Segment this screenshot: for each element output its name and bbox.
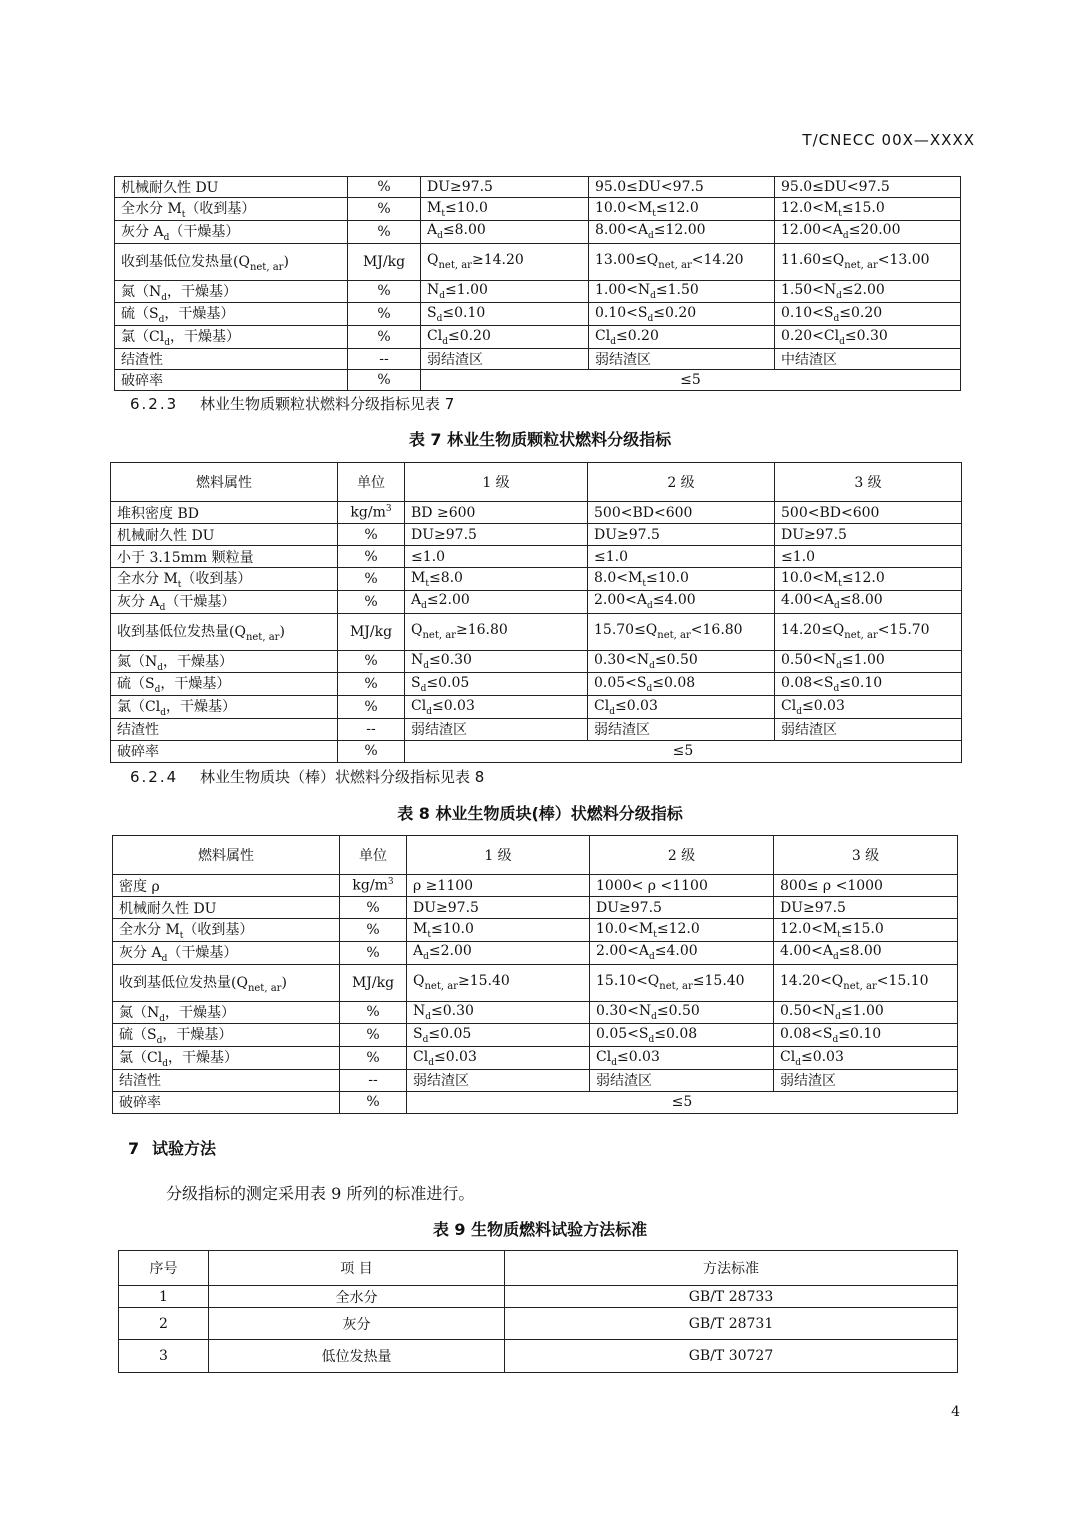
table6-continuation — [114, 176, 961, 391]
table-cell: $14.20<Q_{net, ar}<15.10$ — [774, 964, 958, 1001]
table-cell: $15.70\le Q_{net, ar}<16.80$ — [588, 613, 775, 650]
clause-6-2-4 — [130, 766, 484, 787]
table-row — [111, 696, 962, 719]
table-row — [113, 897, 958, 919]
table-cell: $A_d\le 8.00$ — [421, 220, 589, 243]
table-row — [111, 590, 962, 613]
table-cell: $8.0<M_t\le 10.0$ — [588, 568, 775, 591]
row-label-cell: 小于 3.15mm 颗粒量 — [111, 546, 338, 568]
table7-caption: 表 7 林业生物质颗粒状燃料分级指标 — [408, 430, 672, 449]
table-cell: $10.0<M_t\le 12.0$ — [775, 568, 962, 591]
table-cell: $Cl_d\le 0.20$ — [589, 326, 775, 349]
clause-6-2-3 — [130, 393, 454, 414]
table-row — [113, 941, 958, 964]
table-header-row — [119, 1251, 958, 1286]
table-cell: $0.05<S_d\le 0.08$ — [588, 673, 775, 696]
table-row — [115, 348, 961, 369]
table-cell: % — [348, 303, 421, 326]
table-cell: $Q_{net, ar}\ge 14.20$ — [421, 243, 589, 280]
table-row — [113, 1091, 958, 1113]
column-header: 3 级 — [774, 836, 958, 875]
table-cell: $1.50<N_d\le 2.00$ — [775, 280, 961, 303]
table-cell: BD ≥600 — [405, 502, 588, 524]
table-row — [119, 1340, 958, 1373]
table-cell: DU≥97.5 — [775, 524, 962, 546]
table-cell: $Cl_d\le 0.03$ — [407, 1047, 590, 1070]
row-label-cell: 收到基低位发热量$(Q_{net, ar})$ — [113, 964, 340, 1001]
table-cell: % — [338, 546, 405, 568]
table-header-row — [113, 836, 958, 875]
table-cell: $M_t\le 8.0$ — [405, 568, 588, 591]
table-cell: $4.00<A_d\le 8.00$ — [775, 590, 962, 613]
table8-caption: 表 8 林业生物质块(棒）状燃料分级指标 — [397, 804, 683, 823]
table-cell: $12.00<A_d\le 20.00$ — [775, 220, 961, 243]
table-cell: 弱结渣区 — [590, 1069, 774, 1091]
column-header: 序号 — [119, 1251, 209, 1286]
table-cell: $kg/m^3$ — [340, 875, 407, 897]
column-header: 3 级 — [775, 463, 962, 502]
table-cell: % — [340, 1024, 407, 1047]
table-cell: 95.0≤DU<97.5 — [775, 177, 961, 198]
column-header: 项 目 — [209, 1251, 505, 1286]
table-cell: ≤1.0 — [588, 546, 775, 568]
row-label-cell: 密度 ρ — [113, 875, 340, 897]
row-label-cell: 氮（$N_d$，干燥基） — [113, 1001, 340, 1024]
table-cell: $Cl_d\le 0.03$ — [590, 1047, 774, 1070]
table-cell: DU≥97.5 — [590, 897, 774, 919]
table-row — [119, 1308, 958, 1340]
table-cell: % — [348, 177, 421, 198]
table-cell: DU≥97.5 — [421, 177, 589, 198]
table-row — [113, 1024, 958, 1047]
table-cell: % — [340, 941, 407, 964]
table-cell: $kg/m^3$ — [338, 502, 405, 524]
table-cell: DU≥97.5 — [405, 524, 588, 546]
row-label-cell: 结渣性 — [113, 1069, 340, 1091]
table-cell: $A_d\le 2.00$ — [407, 941, 590, 964]
table-row — [111, 546, 962, 568]
table-header-row — [111, 463, 962, 502]
row-label-cell: 硫（$S_d$，干燥基） — [111, 673, 338, 696]
clause-text: 林业生物质块（棒）状燃料分级指标见表 8 — [200, 768, 485, 786]
row-label-cell: 破碎率 — [113, 1091, 340, 1113]
standard-code: T/CNECC 00X—XXXX — [802, 131, 975, 149]
table-cell: % — [340, 897, 407, 919]
table7 — [110, 462, 962, 763]
table-row — [113, 1069, 958, 1091]
table-cell: $Q_{net, ar}\ge 15.40$ — [407, 964, 590, 1001]
table-cell: $0.08<S_d\le 0.10$ — [774, 1024, 958, 1047]
table-cell: $Cl_d\le 0.20$ — [421, 326, 589, 349]
table-cell: $10.0<M_t\le 12.0$ — [590, 919, 774, 942]
table-cell: GB/T 30727 — [505, 1340, 958, 1373]
table-cell: % — [348, 280, 421, 303]
table-cell: % — [338, 590, 405, 613]
table-cell: % — [348, 220, 421, 243]
table-row — [111, 502, 962, 524]
table-cell: $0.20<Cl_d\le 0.30$ — [775, 326, 961, 349]
row-label-cell: 全水分 $M_t$（收到基） — [111, 568, 338, 591]
table-cell: 1000< ρ <1100 — [590, 875, 774, 897]
row-label-cell: 全水分 $M_t$（收到基） — [115, 198, 348, 221]
row-label-cell: 硫（$S_d$，干燥基） — [115, 303, 348, 326]
table-cell: ≤1.0 — [405, 546, 588, 568]
merged-value-cell: ≤5 — [407, 1091, 958, 1113]
table-cell: $15.10<Q_{net, ar}\le 15.40$ — [590, 964, 774, 1001]
table-row — [115, 243, 961, 280]
table-cell: $Cl_d\le 0.03$ — [405, 696, 588, 719]
row-label-cell: 全水分 $M_t$（收到基） — [113, 919, 340, 942]
table-cell: $8.00<A_d\le 12.00$ — [589, 220, 775, 243]
table-cell: $0.50<N_d\le 1.00$ — [774, 1001, 958, 1024]
table-row — [115, 369, 961, 390]
table-cell: % — [338, 650, 405, 673]
table-row — [113, 964, 958, 1001]
table-cell: $S_d\le 0.05$ — [407, 1024, 590, 1047]
table-cell: % — [340, 1091, 407, 1113]
table-cell: 弱结渣区 — [405, 718, 588, 740]
table-cell: 灰分 — [209, 1308, 505, 1340]
table-cell: 弱结渣区 — [588, 718, 775, 740]
table-cell: $M_t\le 10.0$ — [407, 919, 590, 942]
column-header: 1 级 — [407, 836, 590, 875]
table-row — [115, 280, 961, 303]
table-cell: DU≥97.5 — [774, 897, 958, 919]
table-cell: DU≥97.5 — [407, 897, 590, 919]
table-row — [111, 568, 962, 591]
table-cell: $1.00<N_d\le 1.50$ — [589, 280, 775, 303]
table-cell: 95.0≤DU<97.5 — [589, 177, 775, 198]
table-cell: 500<BD<600 — [775, 502, 962, 524]
table-cell: $12.0<M_t\le 15.0$ — [775, 198, 961, 221]
clause-text: 林业生物质颗粒状燃料分级指标见表 7 — [200, 395, 455, 413]
section-title: 试验方法 — [152, 1139, 217, 1158]
row-label-cell: 氯（$Cl_d$，干燥基） — [111, 696, 338, 719]
table-cell: 800≤ ρ <1000 — [774, 875, 958, 897]
table-row — [111, 650, 962, 673]
column-header: 燃料属性 — [111, 463, 338, 502]
table-cell: 中结渣区 — [775, 348, 961, 369]
section-number: 7 — [128, 1139, 140, 1158]
row-label-cell: 结渣性 — [111, 718, 338, 740]
row-label-cell: 机械耐久性 DU — [111, 524, 338, 546]
page-number: 4 — [951, 1404, 960, 1420]
table-cell: $0.30<N_d\le 0.50$ — [590, 1001, 774, 1024]
table-cell: $4.00<A_d\le 8.00$ — [774, 941, 958, 964]
row-label-cell: 灰分 $A_d$（干燥基） — [113, 941, 340, 964]
row-label-cell: 灰分 $A_d$（干燥基） — [115, 220, 348, 243]
merged-value-cell: ≤5 — [405, 740, 962, 762]
table-cell: $0.10<S_d\le 0.20$ — [589, 303, 775, 326]
row-label-cell: 灰分 $A_d$（干燥基） — [111, 590, 338, 613]
table-row — [111, 718, 962, 740]
column-header: 单位 — [338, 463, 405, 502]
table-row — [115, 326, 961, 349]
table-row — [115, 303, 961, 326]
table-row — [111, 613, 962, 650]
table-cell: 500<BD<600 — [588, 502, 775, 524]
table-cell: $N_d\le 1.00$ — [421, 280, 589, 303]
table-cell: % — [338, 696, 405, 719]
table-row — [115, 177, 961, 198]
table-cell: MJ/kg — [340, 964, 407, 1001]
row-label-cell: 机械耐久性 DU — [113, 897, 340, 919]
merged-value-cell: ≤5 — [421, 369, 961, 390]
row-label-cell: 氮（$N_d$，干燥基） — [111, 650, 338, 673]
column-header: 方法标准 — [505, 1251, 958, 1286]
table-cell: $Q_{net, ar}\ge 16.80$ — [405, 613, 588, 650]
table-cell: $2.00<A_d\le 4.00$ — [590, 941, 774, 964]
row-label-cell: 收到基低位发热量$(Q_{net, ar})$ — [115, 243, 348, 280]
table-cell: 2 — [119, 1308, 209, 1340]
clause-number: 6.2.4 — [130, 768, 179, 786]
row-label-cell: 破碎率 — [115, 369, 348, 390]
table-cell: 弱结渣区 — [774, 1069, 958, 1091]
row-label-cell: 氯（$Cl_d$，干燥基） — [115, 326, 348, 349]
row-label-cell: 机械耐久性 DU — [115, 177, 348, 198]
row-label-cell: 堆积密度 BD — [111, 502, 338, 524]
row-label-cell: 收到基低位发热量$(Q_{net, ar})$ — [111, 613, 338, 650]
section-7-heading — [128, 1136, 216, 1159]
column-header: 2 级 — [590, 836, 774, 875]
table-cell: $S_d\le 0.05$ — [405, 673, 588, 696]
table-cell: -- — [340, 1069, 407, 1091]
table-cell: 弱结渣区 — [421, 348, 589, 369]
table8 — [112, 835, 958, 1114]
row-label-cell: 氮（$N_d$，干燥基） — [115, 280, 348, 303]
row-label-cell: 结渣性 — [115, 348, 348, 369]
table-cell: $0.50<N_d\le 1.00$ — [775, 650, 962, 673]
table9-caption: 表 9 生物质燃料试验方法标准 — [432, 1220, 648, 1239]
table-cell: MJ/kg — [348, 243, 421, 280]
table-row — [113, 1047, 958, 1070]
section-7-paragraph: 分级指标的测定采用表 9 所列的标准进行。 — [166, 1184, 475, 1203]
table-cell: ρ ≥1100 — [407, 875, 590, 897]
table-cell: % — [338, 673, 405, 696]
table-cell: $Cl_d\le 0.03$ — [775, 696, 962, 719]
table-row — [115, 220, 961, 243]
table-cell: $14.20\le Q_{net, ar}<15.70$ — [775, 613, 962, 650]
clause-number: 6.2.3 — [130, 395, 179, 413]
table-cell: $M_t\le 10.0$ — [421, 198, 589, 221]
table-cell: $A_d\le 2.00$ — [405, 590, 588, 613]
table-cell: $Cl_d\le 0.03$ — [774, 1047, 958, 1070]
column-header: 2 级 — [588, 463, 775, 502]
table-cell: % — [340, 1001, 407, 1024]
table-cell: 3 — [119, 1340, 209, 1373]
table-cell: 弱结渣区 — [589, 348, 775, 369]
table-cell: $Cl_d\le 0.03$ — [588, 696, 775, 719]
table-cell: $13.00\le Q_{net, ar}<14.20$ — [589, 243, 775, 280]
table-cell: DU≥97.5 — [588, 524, 775, 546]
table-cell: GB/T 28731 — [505, 1308, 958, 1340]
table-cell: % — [348, 326, 421, 349]
column-header: 1 级 — [405, 463, 588, 502]
table-cell: 弱结渣区 — [775, 718, 962, 740]
table-cell: % — [340, 919, 407, 942]
table-row — [113, 875, 958, 897]
row-label-cell: 破碎率 — [111, 740, 338, 762]
table-row — [111, 524, 962, 546]
row-label-cell: 硫（$S_d$，干燥基） — [113, 1024, 340, 1047]
table-row — [111, 673, 962, 696]
table-cell: 弱结渣区 — [407, 1069, 590, 1091]
table9 — [118, 1250, 958, 1373]
table-cell: % — [338, 568, 405, 591]
table-row — [113, 1001, 958, 1024]
table-cell: -- — [348, 348, 421, 369]
table-row — [119, 1286, 958, 1308]
table-cell: $0.10<S_d\le 0.20$ — [775, 303, 961, 326]
table-cell: MJ/kg — [338, 613, 405, 650]
table-cell: GB/T 28733 — [505, 1286, 958, 1308]
table-cell: $0.30<N_d\le 0.50$ — [588, 650, 775, 673]
table-row — [115, 198, 961, 221]
table-cell: % — [348, 198, 421, 221]
table-cell: % — [338, 524, 405, 546]
table-cell: $N_d\le 0.30$ — [407, 1001, 590, 1024]
table-cell: 低位发热量 — [209, 1340, 505, 1373]
table-cell: $S_d\le 0.10$ — [421, 303, 589, 326]
table-cell: $10.0<M_t\le 12.0$ — [589, 198, 775, 221]
row-label-cell: 氯（$Cl_d$，干燥基） — [113, 1047, 340, 1070]
table-cell: ≤1.0 — [775, 546, 962, 568]
column-header: 燃料属性 — [113, 836, 340, 875]
table-cell: $2.00<A_d\le 4.00$ — [588, 590, 775, 613]
table-cell: $11.60\le Q_{net, ar}<13.00$ — [775, 243, 961, 280]
table-cell: % — [348, 369, 421, 390]
table-cell: $0.05<S_d\le 0.08$ — [590, 1024, 774, 1047]
table-cell: 全水分 — [209, 1286, 505, 1308]
table-cell: $0.08<S_d\le 0.10$ — [775, 673, 962, 696]
table-cell: % — [338, 740, 405, 762]
table-cell: % — [340, 1047, 407, 1070]
table-row — [113, 919, 958, 942]
table-row — [111, 740, 962, 762]
table-cell: $N_d\le 0.30$ — [405, 650, 588, 673]
table-cell: -- — [338, 718, 405, 740]
column-header: 单位 — [340, 836, 407, 875]
table-cell: $12.0<M_t\le 15.0$ — [774, 919, 958, 942]
table-cell: 1 — [119, 1286, 209, 1308]
